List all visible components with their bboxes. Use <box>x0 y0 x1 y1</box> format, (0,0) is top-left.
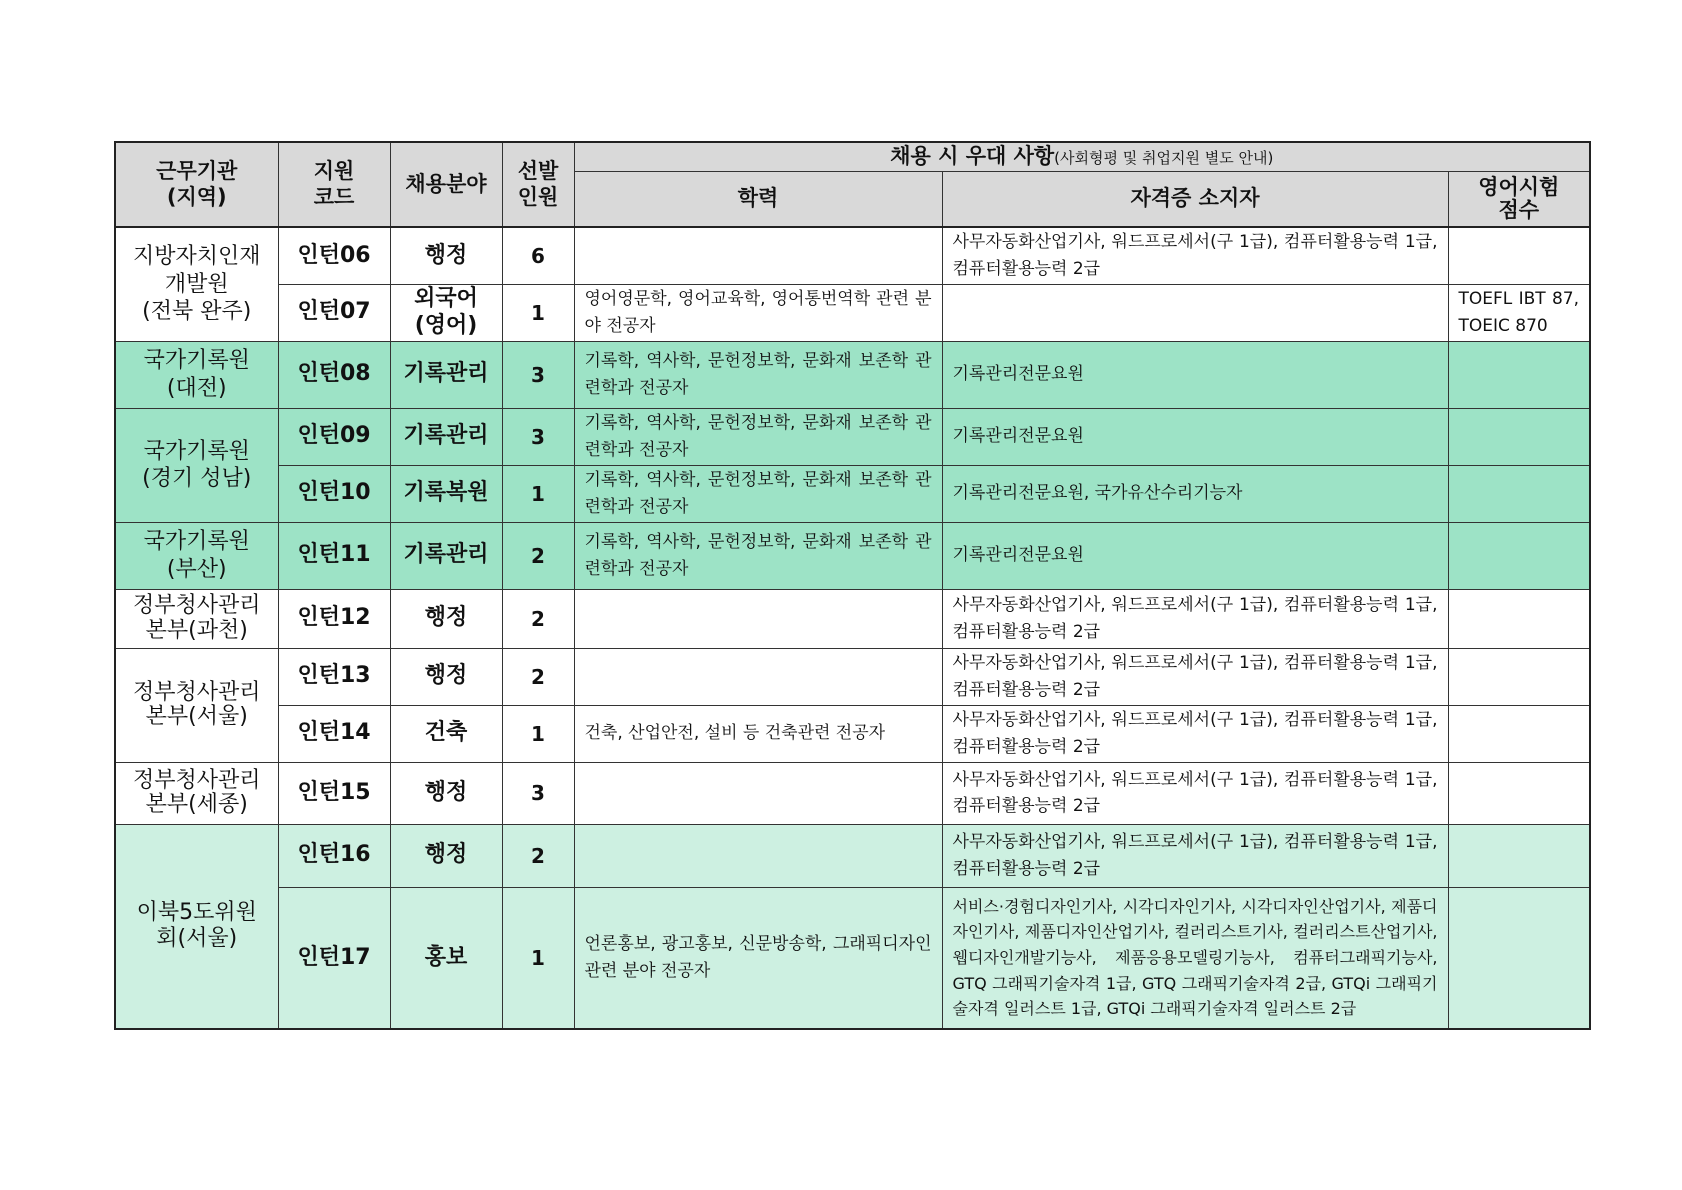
code-cell: 인턴16 <box>278 824 390 887</box>
english-cell <box>1448 408 1590 465</box>
education-cell: 영어영문학, 영어교육학, 영어통번역학 관련 분야 전공자 <box>574 284 942 341</box>
education-cell: 건축, 산업안전, 설비 등 건축관련 전공자 <box>574 705 942 762</box>
field-cell: 홍보 <box>390 887 502 1029</box>
english-cell <box>1448 589 1590 648</box>
count-cell: 2 <box>502 824 574 887</box>
field-cell: 행정 <box>390 227 502 284</box>
english-cell <box>1448 887 1590 1029</box>
education-cell: 기록학, 역사학, 문헌정보학, 문화재 보존학 관련학과 전공자 <box>574 408 942 465</box>
certificate-cell: 사무자동화산업기사, 워드프로세서(구 1급), 컴퓨터활용능력 1급, 컴퓨터활용능력 2급 <box>942 648 1448 705</box>
table-row <box>115 465 1590 522</box>
certificate-cell <box>942 284 1448 341</box>
education-cell: 언론홍보, 광고홍보, 신문방송학, 그래픽디자인 관련 분야 전공자 <box>574 887 942 1029</box>
org-cell: 국가기록원 (부산) <box>115 522 278 589</box>
education-cell <box>574 824 942 887</box>
education-cell: 기록학, 역사학, 문헌정보학, 문화재 보존학 관련학과 전공자 <box>574 341 942 408</box>
code-cell: 인턴17 <box>278 887 390 1029</box>
education-cell <box>574 762 942 824</box>
org-cell: 정부청사관리 본부(세종) <box>115 762 278 824</box>
org-cell: 정부청사관리 본부(서울) <box>115 648 278 762</box>
count-cell: 2 <box>502 648 574 705</box>
table-row <box>115 522 1590 589</box>
certificate-cell: 기록관리전문요원 <box>942 408 1448 465</box>
field-cell: 행정 <box>390 648 502 705</box>
code-cell: 인턴13 <box>278 648 390 705</box>
count-cell: 3 <box>502 762 574 824</box>
count-cell: 6 <box>502 227 574 284</box>
header-code: 지원 코드 <box>278 142 390 227</box>
field-cell: 기록관리 <box>390 408 502 465</box>
count-cell: 1 <box>502 887 574 1029</box>
code-cell: 인턴07 <box>278 284 390 341</box>
table-row <box>115 284 1590 341</box>
org-cell: 국가기록원 (대전) <box>115 341 278 408</box>
english-cell <box>1448 465 1590 522</box>
table-row <box>115 762 1590 824</box>
header-preferences <box>574 142 1590 172</box>
org-cell: 지방자치인재 개발원 (전북 완주) <box>115 227 278 341</box>
preferences-title: 채용 시 우대 사항 <box>890 144 1055 169</box>
code-cell: 인턴15 <box>278 762 390 824</box>
education-cell <box>574 589 942 648</box>
certificate-cell: 사무자동화산업기사, 워드프로세서(구 1급), 컴퓨터활용능력 1급, 컴퓨터활용능력 2급 <box>942 824 1448 887</box>
education-cell <box>574 227 942 284</box>
recruitment-table <box>114 141 1591 1030</box>
certificate-cell: 기록관리전문요원 <box>942 341 1448 408</box>
table-row <box>115 589 1590 648</box>
english-cell <box>1448 705 1590 762</box>
certificate-cell: 서비스·경험디자인기사, 시각디자인기사, 시각디자인산업기사, 제품디자인기사, 제품디자인산업기사, 컬러리스트기사, 컬러리스트산업기사, 웹디자인개발기능사, 제품응용모델링기능사, 컴퓨터그래픽기능사, GTQ 그래픽기술자격 1급, GTQ 그래픽기술자격 2급, GTQi 그래픽기술자격 일러스트 1급, GTQi 그래픽기술자격 일러스트 2급 <box>942 887 1448 1029</box>
count-cell: 2 <box>502 589 574 648</box>
preferences-note: (사회형평 및 취업지원 별도 안내) <box>1054 149 1274 168</box>
education-cell: 기록학, 역사학, 문헌정보학, 문화재 보존학 관련학과 전공자 <box>574 465 942 522</box>
code-cell: 인턴12 <box>278 589 390 648</box>
code-cell: 인턴11 <box>278 522 390 589</box>
count-cell: 3 <box>502 408 574 465</box>
field-cell: 기록관리 <box>390 341 502 408</box>
certificate-cell: 기록관리전문요원 <box>942 522 1448 589</box>
table-row <box>115 341 1590 408</box>
field-cell: 기록복원 <box>390 465 502 522</box>
code-cell: 인턴06 <box>278 227 390 284</box>
code-cell: 인턴14 <box>278 705 390 762</box>
header-education: 학력 <box>574 172 942 228</box>
org-cell: 국가기록원 (경기 성남) <box>115 408 278 522</box>
english-cell <box>1448 522 1590 589</box>
certificate-cell: 사무자동화산업기사, 워드프로세서(구 1급), 컴퓨터활용능력 1급, 컴퓨터활용능력 2급 <box>942 227 1448 284</box>
education-cell <box>574 648 942 705</box>
code-cell: 인턴10 <box>278 465 390 522</box>
field-cell: 기록관리 <box>390 522 502 589</box>
count-cell: 1 <box>502 465 574 522</box>
table-row <box>115 227 1590 284</box>
field-cell: 외국어 (영어) <box>390 284 502 341</box>
table-row <box>115 887 1590 1029</box>
org-cell: 이북5도위원 회(서울) <box>115 824 278 1029</box>
code-cell: 인턴09 <box>278 408 390 465</box>
count-cell: 3 <box>502 341 574 408</box>
certificate-cell: 사무자동화산업기사, 워드프로세서(구 1급), 컴퓨터활용능력 1급, 컴퓨터활용능력 2급 <box>942 705 1448 762</box>
header-english: 영어시험 점수 <box>1448 172 1590 228</box>
certificate-cell: 기록관리전문요원, 국가유산수리기능자 <box>942 465 1448 522</box>
english-cell <box>1448 762 1590 824</box>
english-cell <box>1448 824 1590 887</box>
education-cell: 기록학, 역사학, 문헌정보학, 문화재 보존학 관련학과 전공자 <box>574 522 942 589</box>
certificate-cell: 사무자동화산업기사, 워드프로세서(구 1급), 컴퓨터활용능력 1급, 컴퓨터활용능력 2급 <box>942 589 1448 648</box>
count-cell: 1 <box>502 284 574 341</box>
header-field: 채용분야 <box>390 142 502 227</box>
english-cell: TOEFL IBT 87, TOEIC 870 <box>1448 284 1590 341</box>
header-count: 선발 인원 <box>502 142 574 227</box>
code-cell: 인턴08 <box>278 341 390 408</box>
field-cell: 행정 <box>390 762 502 824</box>
count-cell: 2 <box>502 522 574 589</box>
table-row <box>115 648 1590 705</box>
org-cell: 정부청사관리 본부(과천) <box>115 589 278 648</box>
header-org: 근무기관 (지역) <box>115 142 278 227</box>
header-certificate: 자격증 소지자 <box>942 172 1448 228</box>
field-cell: 행정 <box>390 824 502 887</box>
count-cell: 1 <box>502 705 574 762</box>
certificate-cell: 사무자동화산업기사, 워드프로세서(구 1급), 컴퓨터활용능력 1급, 컴퓨터활용능력 2급 <box>942 762 1448 824</box>
field-cell: 행정 <box>390 589 502 648</box>
english-cell <box>1448 227 1590 284</box>
english-cell <box>1448 341 1590 408</box>
table-row <box>115 408 1590 465</box>
table-row <box>115 824 1590 887</box>
field-cell: 건축 <box>390 705 502 762</box>
table-row <box>115 705 1590 762</box>
english-cell <box>1448 648 1590 705</box>
